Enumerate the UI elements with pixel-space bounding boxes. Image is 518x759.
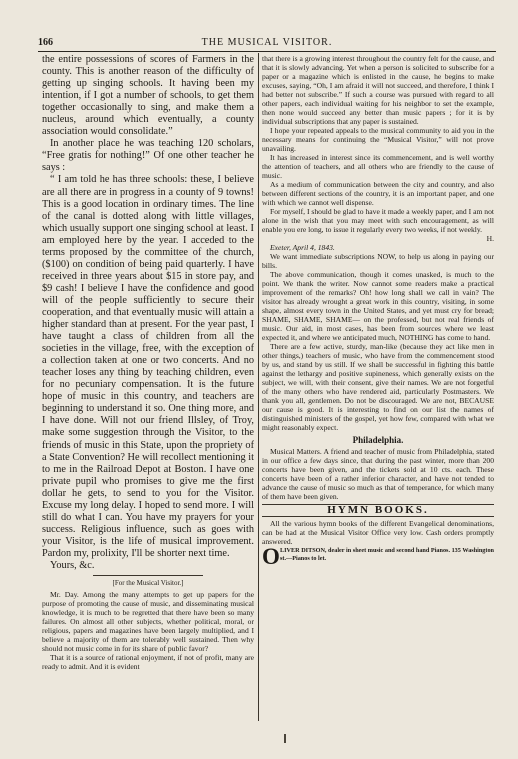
- hymn-books-heading: HYMN BOOKS.: [262, 504, 494, 517]
- page-header: [38, 36, 496, 50]
- article-paragraph: “ I am told he has three schools: these, I believe are all there are in progress in a county of 9 towns! This is a good location in ordinary times. The line of the canal is dotted along with little villages, which usually support one singing school at least. I am employed here by the year. I acceded to the terms proposed by the committee of the church, ($100) on condition of being paid quarterly. I have received in three years about $15 in store pay, and $9 cash! I believe I have the confidence and good will of the people sufficiently to secure their cooperation, and that eventually music will attain a higher standard than at present. For the year past, I have taught a class of children from all the societies in the village, free, with the exception of a collection taken at one or two concerts. And no teacher loses any thing by teaching children, even for no pecuniary compensation. It is the future hope of music in this country, and teachers are beginning to understand it so. One thing more, and I have done. Will not our friend Illsley, of Troy, make some suggestion through the Visitor, to the friends of music in this State, upon the propriety of a State Convention? He will recollect mentioning it to me in the Railroad Depot at Boston. I have one private pupil who promises to give me the first dollar he gets, to send to you for the Visitor. Excuse my long delay. I hoped to send more. I will still do what I can. You have my prayers for your success. Religious influence, such as goes with your Visitor, is the life of musical improvement. Pardon my, prolixity, I'll be shorter next time.: [42, 174, 254, 559]
- ink-mark: [284, 734, 286, 743]
- signature: H.: [486, 234, 494, 243]
- page-number: 166: [38, 37, 53, 48]
- note-heading: [For the Musical Visitor.]: [112, 579, 184, 588]
- ad-text: LIVER DITSON, dealer in sheet music and second hand Pianos. 135 Washington st.—Pianos to let.: [280, 547, 494, 562]
- right-column: [262, 54, 494, 721]
- article-paragraph: As a medium of communication between the city and country, and also between different sections of the country, it is an important paper, and one with which we cannot well dispense.: [262, 180, 494, 207]
- left-column: [42, 54, 254, 721]
- header-rule: [38, 51, 496, 52]
- article-paragraph: For myself, I should be glad to have it made a weekly paper, and I am not alone in the wish that you may meet with such encouragement, as will enable you ere long, to issue it regularly every two weeks, if not weekly.: [262, 207, 494, 234]
- article-paragraph: It has increased in interest since its commencement, and is well worthy the attention of teachers, and all others who are friendly to the cause of music.: [262, 153, 494, 180]
- letter-body: [42, 54, 254, 572]
- ditson-advertisement: [262, 544, 494, 569]
- philadelphia-paragraph: Musical Matters. A friend and teacher of music from Philadelphia, stated in our office a few days since, that during the past winter, more than 200 concerts have been given, and the tickets sold at 10 cts. each. These concerts have been of a rather inferior character, and have not tended to advance the cause of music so much as that of temperance, for which many of them have been given.: [262, 447, 494, 501]
- column-divider: [258, 53, 259, 721]
- dateline: Exeter, April 4, 1843.: [270, 243, 335, 252]
- ad-drop-cap: O: [262, 544, 280, 569]
- hymn-books-paragraph: All the various hymn books of the different Evangelical denominations, can be had at the Musical Visitor Office very low. Cash orders promptly answered.: [262, 519, 494, 546]
- editorial-paragraph: The above communication, though it comes unasked, is much to the point. We thank the writer. Now cannot some readers make a practical improvement of the remarks? Oh! how long shall we call in vain? The visitor has already wrought a great work in this country, visiting, in some shape, almost every town in the United States, and yet must cry for bread; SHAME, SHAME, SHAME— on the professed, but not real friends of music. Our aid, in most cases, has been from sources where we least expected it, and where we anticipated much, NOTHING has come to hand.: [262, 270, 494, 342]
- note-paragraph: That it is a source of rational enjoyment, if not of profit, many are ready to admit. And it is evident: [42, 653, 254, 672]
- running-title: THE MUSICAL VISITOR.: [201, 37, 333, 48]
- article-paragraph: In another place he was teaching 120 scholars, “Free gratis for nothing!” Of one other teacher he says :: [42, 138, 254, 174]
- article-paragraph: the entire possessions of scores of Farmers in the county. This is another reason of the difficulty of getting up singing schools. It having been my intention, if I got a number of schools, to get them together occasionally to sing, and make them a nucleus, around which eventually, a county association would consolidate.”: [42, 54, 254, 138]
- editorial-paragraph: There are a few active, sturdy, man-like (because they act like men in other things,) teachers of music, who have from the commencement stood by us, and stand by us still. If we shall be successful in fighting this battle against the lethargy and positive supineness, which generally exists on the subject, we will, with their consent, give their names. We are not forgetful of the many others who have rendered aid, particularly Postmasters. We thank you all, gentlemen. Do not be discouraged. We are not, BECAUSE our cause is good. It is interesting to find on our list the names of distinguished ministers of the gospel, yet how few, compared with what we might reasonably expect.: [262, 342, 494, 432]
- article-paragraph: Yours, &c.: [50, 559, 95, 571]
- note-paragraph: Mr. Day. Among the many attempts to get up papers for the purpose of promoting the cause of music, and disseminating musical knowledge, it is much to be regretted that there have been so many failures. On almost all other subjects, whether political, moral, or religious, papers and magazines have been largely multiplied, and I believe a majority of them are tolerably well sustained. Then why should not music come in for its share of public favor?: [42, 590, 254, 654]
- editorial-paragraph: We want immediate subscriptions NOW, to help us along in paying our bills.: [262, 252, 494, 270]
- article-paragraph: I hope your repeated appeals to the musical community to aid you in the necessary means for continuing the “Musical Visitor,” will not prove unavailing.: [262, 126, 494, 153]
- section-divider: [93, 575, 203, 576]
- philadelphia-heading: Philadelphia.: [352, 435, 404, 445]
- article-paragraph: that there is a growing interest throughout the country felt for the cause, and that it is slowly advancing. Yet when a person is solicited to subscribe for a paper or a magazine which is enlisted in the cause, he begins to make excuses, saying, “Oh, I am afraid it will not succeed, and therefore, I think I had better not subscribe.” If such a course was pursued with regard to all other papers, each individual waiting for his neighbor to set the example, then none would succeed any better than music papers ; for it is by individual subscriptions that any paper is sustained.: [262, 54, 494, 126]
- correspondence-note: [42, 579, 254, 671]
